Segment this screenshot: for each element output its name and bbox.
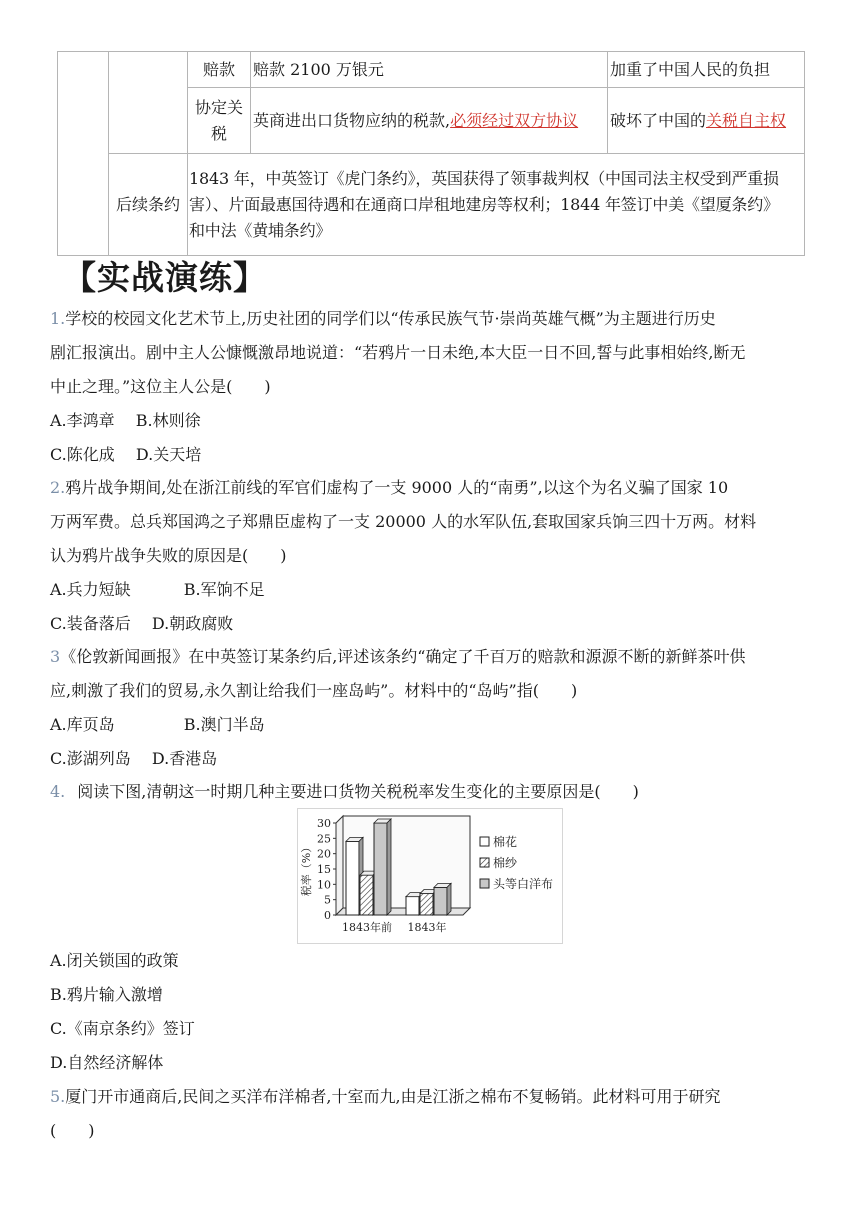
- option-line: B.鸦片输入激增: [50, 985, 163, 1004]
- tariff-chart: [297, 808, 563, 944]
- question-line: 万两军费。总兵郑国鸿之子郑鼎臣虚构了一支 20000 人的水军队伍,套取国家兵饷三四十万两。材料: [50, 512, 757, 531]
- y-tick-label: 10: [317, 878, 331, 892]
- question-number: 1.: [50, 309, 66, 328]
- option-line: A.兵力短缺 B.军饷不足: [50, 580, 265, 599]
- question-number: 4.: [50, 782, 66, 801]
- legend-swatch: [480, 858, 489, 867]
- bar: [406, 897, 419, 915]
- y-tick-label: 0: [324, 909, 331, 922]
- legend-swatch: [480, 879, 489, 888]
- bar-side: [387, 819, 391, 915]
- question-line: [50, 640, 810, 674]
- table-row-label: [188, 88, 251, 154]
- question-number: 3: [50, 647, 61, 666]
- question-line: 应,刺激了我们的贸易,永久割让给我们一座岛屿”。材料中的“岛屿”指( ): [50, 681, 578, 700]
- question-number: 5.: [50, 1087, 66, 1106]
- table-row-content: [251, 88, 608, 154]
- option-line: A.闭关锁国的政策: [50, 951, 179, 970]
- question-text: 阅读下图,清朝这一时期几种主要进口货物关税税率发生变化的主要原因是( ): [77, 782, 639, 801]
- legend-swatch: [480, 837, 489, 846]
- question-line: [50, 302, 810, 336]
- question-line: 认为鸦片战争失败的原因是( ): [50, 546, 287, 565]
- tariff-chart-svg: [298, 809, 562, 943]
- followup-line: 害）、片面最惠国待遇和在通商口岸租地建房等权利；1844 年签订中美《望厦条约》: [189, 194, 779, 214]
- table-row-label: 赔款: [188, 52, 251, 88]
- followup-line: 1843 年，中英签订《虎门条约》，英国获得了领事裁判权（中国司法主权受到严重损: [189, 168, 779, 188]
- table-row-label: 后续条约: [109, 154, 188, 256]
- question-5: [50, 1080, 810, 1148]
- y-axis-label: 税率（%）: [300, 841, 313, 897]
- highlight-text: 关税自主权: [706, 110, 787, 130]
- content-text: 英商进出口货物应纳的税款,: [253, 110, 451, 130]
- legend-label: 棉纱: [493, 856, 518, 870]
- table-blank-cell: [58, 52, 109, 256]
- table-blank-cell: [109, 52, 188, 154]
- bar: [360, 875, 373, 915]
- table-followup-content: [188, 154, 805, 256]
- question-line: [50, 1080, 810, 1114]
- question-1: [50, 302, 810, 404]
- question-line: [50, 471, 810, 505]
- y-tick-label: 5: [324, 893, 331, 907]
- question-2: [50, 471, 810, 573]
- highlight-text: 必须经过双方协议: [450, 110, 579, 130]
- x-tick-label: 1843年前: [342, 921, 392, 934]
- option-line: C.澎湖列岛 D.香港岛: [50, 749, 218, 768]
- option-line: C.《南京条约》签订: [50, 1019, 195, 1038]
- question-line: [50, 775, 810, 809]
- question-line: 剧汇报演出。剧中主人公慷慨激昂地说道：“若鸦片一日未绝,本大臣一日不回,誓与此事相始终,断无: [50, 343, 746, 362]
- x-tick-label: 1843年: [407, 921, 447, 934]
- option-line: A.库页岛 B.澳门半岛: [50, 715, 265, 734]
- legend-label: 棉花: [493, 835, 518, 849]
- chart-side-wall: [336, 816, 343, 915]
- question-text: 鸦片战争期间,处在浙江前线的军官们虚构了一支 9000 人的“南勇”,以这个为名义骗了国家 10: [65, 478, 729, 497]
- table-row-impact: [608, 88, 805, 154]
- y-tick-label: 20: [317, 847, 331, 861]
- y-tick-label: 25: [317, 832, 331, 846]
- bar: [346, 841, 359, 915]
- section-title: 【实战演练】: [63, 258, 267, 297]
- table-row-impact: 加重了中国人民的负担: [608, 52, 805, 88]
- question-line: ( ): [50, 1121, 95, 1140]
- question-text: 《伦敦新闻画报》在中英签订某条约后,评述该条约“确定了千百万的赔款和源源不断的新鲜茶叶供: [60, 647, 746, 666]
- option-line: C.陈化成 D.关天培: [50, 445, 202, 464]
- label-line: 税: [210, 123, 227, 143]
- legend-label: 头等白洋布: [493, 877, 554, 891]
- option-line: D.自然经济解体: [50, 1053, 164, 1072]
- followup-line: 和中法《黄埔条约》: [189, 220, 332, 240]
- option-line: C.装备落后 D.朝政腐败: [50, 614, 234, 633]
- bar: [420, 894, 433, 915]
- bar: [434, 887, 447, 915]
- question-line: 中止之理。”这位主人公是( ): [50, 377, 271, 396]
- label-line: 协定关: [194, 97, 243, 117]
- treaty-table: [57, 51, 805, 256]
- y-tick-label: 15: [317, 863, 331, 876]
- question-4: [50, 775, 810, 809]
- table-row-content: 赔款 2100 万银元: [251, 52, 608, 88]
- y-tick-label: 30: [317, 817, 331, 830]
- impact-text: 破坏了中国的: [610, 110, 707, 130]
- option-line: A.李鸿章 B.林则徐: [50, 411, 201, 430]
- question-number: 2.: [50, 478, 66, 497]
- question-text: 学校的校园文化艺术节上,历史社团的同学们以“传承民族气节·崇尚英雄气概”为主题进行历史: [65, 309, 716, 328]
- question-3: [50, 640, 810, 708]
- bar-side: [447, 883, 451, 915]
- bar: [374, 823, 387, 915]
- question-text: 厦门开市通商后,民间之买洋布洋棉者,十室而九,由是江浙之棉布不复畅销。此材料可用于研究: [65, 1087, 721, 1106]
